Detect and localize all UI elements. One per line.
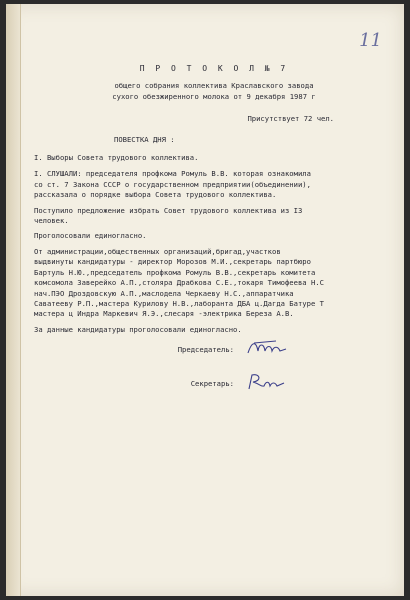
agenda-item: I. Выборы Совета трудового коллектива.	[34, 153, 199, 163]
document-page	[6, 4, 404, 596]
binding-edge	[6, 4, 21, 596]
proposal-paragraph: Поступило предложение избрать Совет трудового коллектива из I3 человек.	[34, 205, 303, 226]
heard-paragraph: I. СЛУШАЛИ: председателя профкома Ромуль В.В. которая ознакомила со ст. 7 Закона СССР о государственном предприятии(объединении), рассказала о порядке выбора Совета трудового коллектива.	[34, 169, 311, 200]
chairman-signature-row	[34, 345, 394, 369]
folio-number: 11	[359, 30, 382, 51]
vote-unanimous: Проголосовали единогласно.	[34, 231, 147, 241]
protocol-subtitle-line-2: сухого обезжиренного молока от 9 декабря 1987 г	[112, 91, 316, 101]
secretary-label: Секретарь:	[190, 379, 234, 389]
candidates-vote: За данные кандидатуры проголосовали единогласно.	[34, 324, 242, 334]
chairman-signature	[246, 337, 290, 359]
protocol-text	[34, 64, 394, 403]
secretary-signature-row	[34, 379, 394, 403]
attendance-count: Присутствует 72 чел.	[247, 114, 334, 124]
secretary-signature	[246, 371, 290, 393]
agenda-heading: ПОВЕСТКА ДНЯ :	[114, 134, 175, 144]
candidates-paragraph: От администрации,общественных организаций,бригад,участков выдвинуты кандидатуры - директор Морозов М.И.,секретарь партбюро Бартуль Н.Ю.,председатель профкома Ромуль В.В.,секретарь комитета комсомола Заверейко А.П.,столяра Драбкова С.Е.,токаря Тимофеева Н.С нач.ПЭО Дроздовскую А.П.,маслодела Черкаеву Н.С.,аппаратчика Саватееву Р.П.,мастера Курилову Н.В.,лаборанта ДБА ц.Дагда Батуре Т мастера ц Индра Маркевич Я.Э.,слесаря -электрика Береза А.В.	[34, 246, 324, 319]
chairman-label: Председатель:	[177, 345, 234, 355]
protocol-subtitle-line-1: общего собрания коллектива Краславского завода	[114, 81, 314, 91]
protocol-title: П Р О Т О К О Л № 7	[139, 64, 289, 73]
